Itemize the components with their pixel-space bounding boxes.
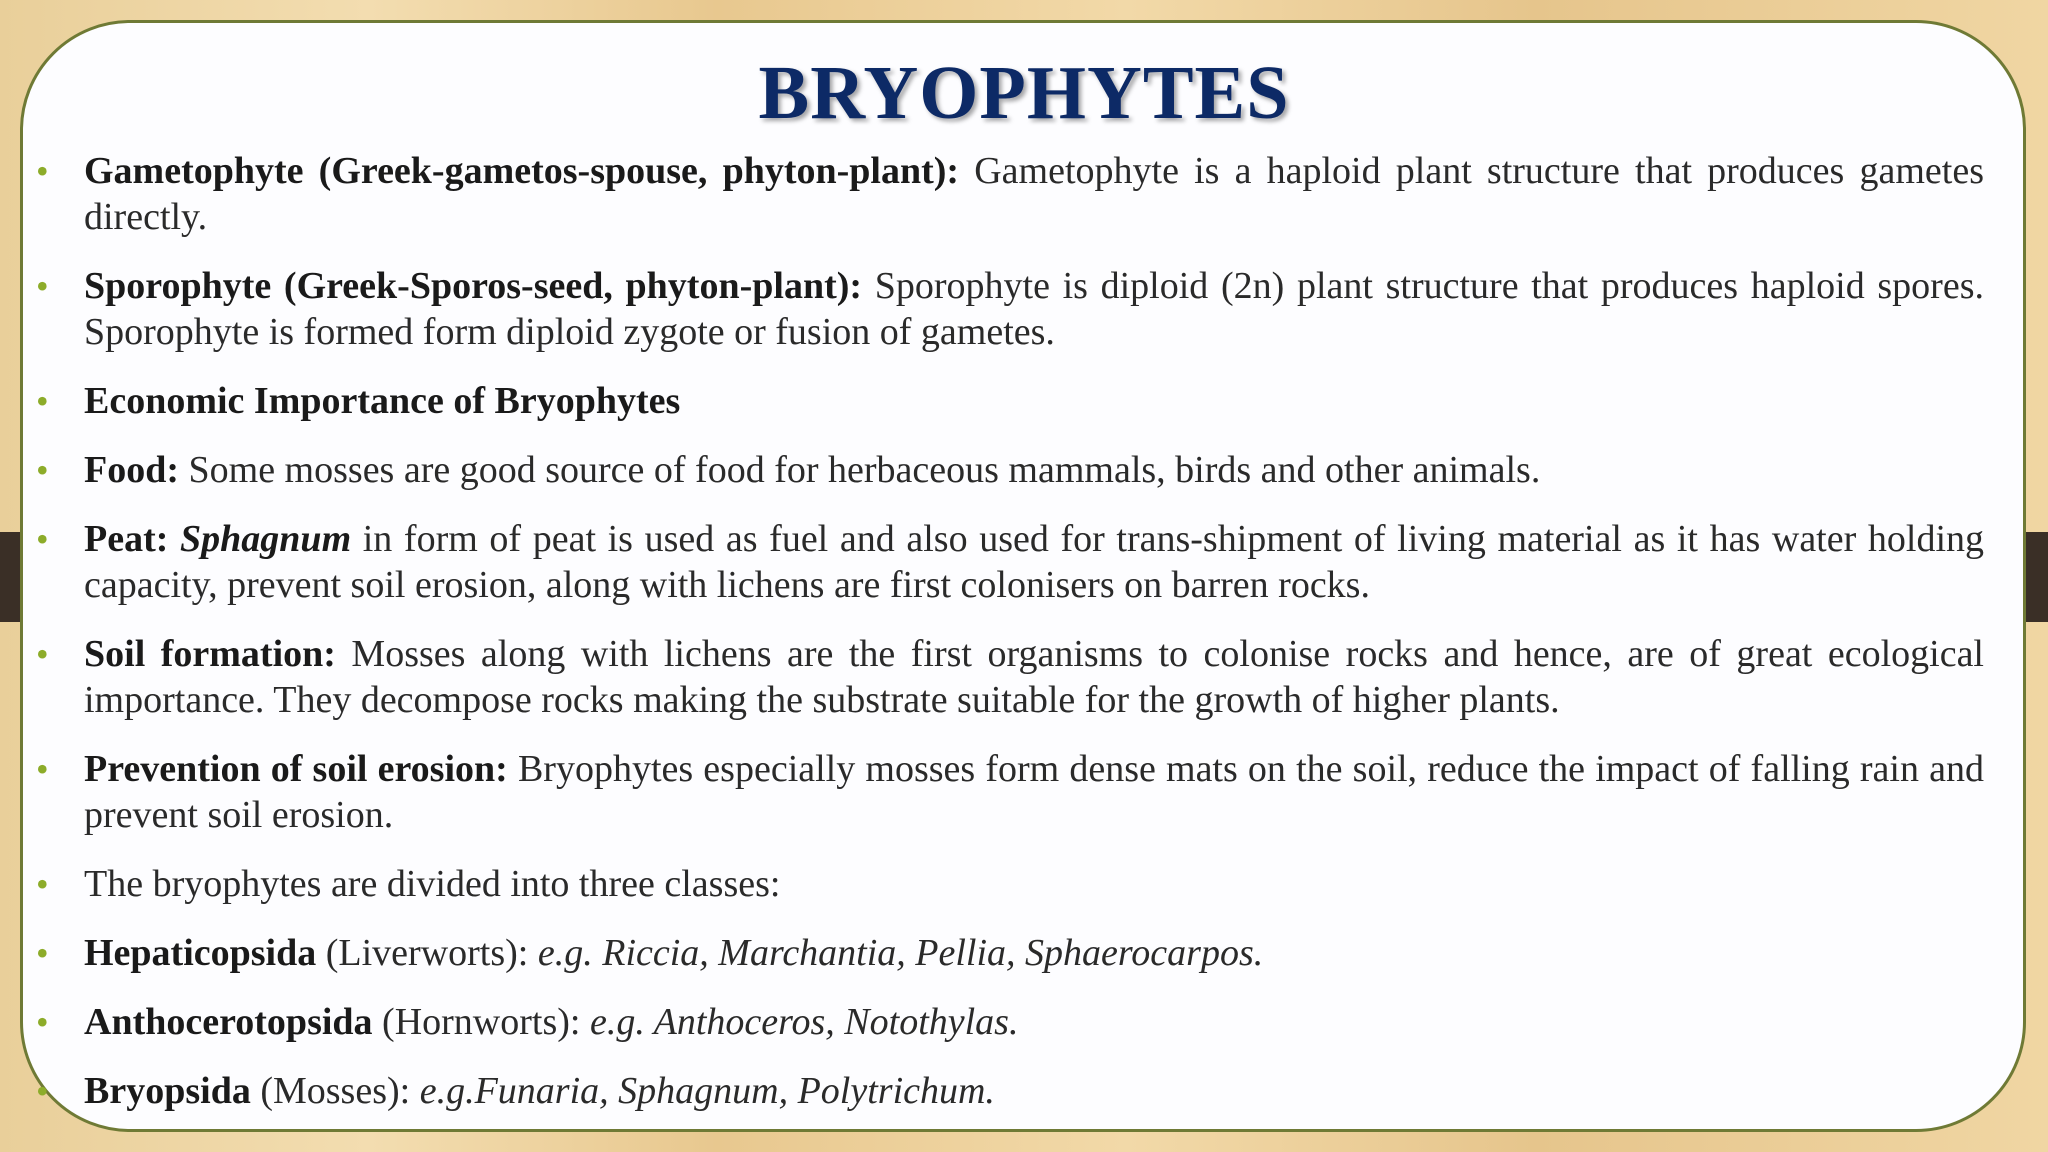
bullet-icon: •: [36, 634, 49, 674]
item-text: The bryophytes are divided into three classes:: [84, 863, 781, 905]
item-genus: Sphagnum: [180, 518, 352, 560]
item-heading: Peat:: [84, 518, 169, 560]
item-heading: Economic Importance of Bryophytes: [84, 380, 681, 422]
background-strip-left: [0, 532, 22, 622]
item-heading: Hepaticopsida: [84, 932, 317, 974]
bullet-list: [36, 148, 1984, 1137]
item-heading: Bryopsida: [84, 1070, 251, 1112]
list-item-hepaticopsida: [36, 930, 1984, 976]
list-item-gametophyte: [36, 148, 1984, 240]
bullet-icon: •: [36, 933, 49, 973]
list-item-soil-erosion: [36, 746, 1984, 838]
bullet-icon: •: [36, 381, 49, 421]
item-text: (Hornworts):: [372, 1001, 590, 1043]
item-heading: Food:: [84, 449, 179, 491]
item-text: Some mosses are good source of food for herbaceous mammals, birds and other animals.: [179, 449, 1541, 491]
item-text: in form of peat is used as fuel and also used for trans-shipment of living material as it has water holding capacity, prevent soil erosion, along with lichens are first colonisers on barren rocks.: [84, 518, 1985, 606]
bullet-icon: •: [36, 1002, 49, 1042]
list-item-soil-formation: [36, 631, 1984, 723]
list-item-sporophyte: [36, 263, 1984, 355]
item-examples: e.g.Funaria, Sphagnum, Polytrichum.: [419, 1070, 995, 1112]
item-heading: Sporophyte (Greek-Sporos-seed, phyton-plant):: [84, 265, 863, 307]
item-examples: e.g. Anthoceros, Notothylas.: [589, 1001, 1019, 1043]
bullet-icon: •: [36, 450, 49, 490]
item-heading: Soil formation:: [84, 633, 336, 675]
item-examples: e.g. Riccia, Marchantia, Pellia, Sphaerocarpos.: [537, 932, 1264, 974]
item-text: (Mosses):: [250, 1070, 420, 1112]
slide-title: BRYOPHYTES: [758, 51, 1290, 135]
background-strip-right: [2026, 532, 2048, 622]
list-item-anthocerotopsida: [36, 999, 1984, 1045]
bullet-icon: •: [36, 864, 49, 904]
item-text: (Liverworts):: [316, 932, 538, 974]
list-item-classes-intro: [36, 861, 1984, 907]
item-text: Mosses along with lichens are the first organisms to colonise rocks and hence, are of great ecological importance. They decompose rocks making the substrate suitable for the growth of higher plants.: [84, 633, 1984, 721]
bullet-icon: •: [36, 519, 49, 559]
item-text: Bryophytes especially mosses form dense mats on the soil, reduce the impact of falling rain and prevent soil erosion.: [84, 748, 1984, 836]
list-item-bryopsida: [36, 1068, 1984, 1114]
item-heading: Prevention of soil erosion:: [84, 748, 508, 790]
bullet-icon: •: [36, 266, 49, 306]
bullet-icon: •: [36, 1071, 49, 1111]
bullet-icon: •: [36, 749, 49, 789]
item-text: Gametophyte is a haploid plant structure that produces gametes directly.: [84, 150, 1984, 238]
item-heading: Gametophyte (Greek-gametos-spouse, phyton-plant):: [84, 150, 960, 192]
item-text: Sporophyte is diploid (2n) plant structure that produces haploid spores. Sporophyte is formed form diploid zygote or fusion of gametes.: [84, 265, 1984, 353]
item-heading: Anthocerotopsida: [84, 1001, 373, 1043]
list-item-economic-importance: [36, 378, 1984, 424]
list-item-food: [36, 447, 1984, 493]
bullet-icon: •: [36, 151, 49, 191]
list-item-peat: [36, 516, 1984, 608]
